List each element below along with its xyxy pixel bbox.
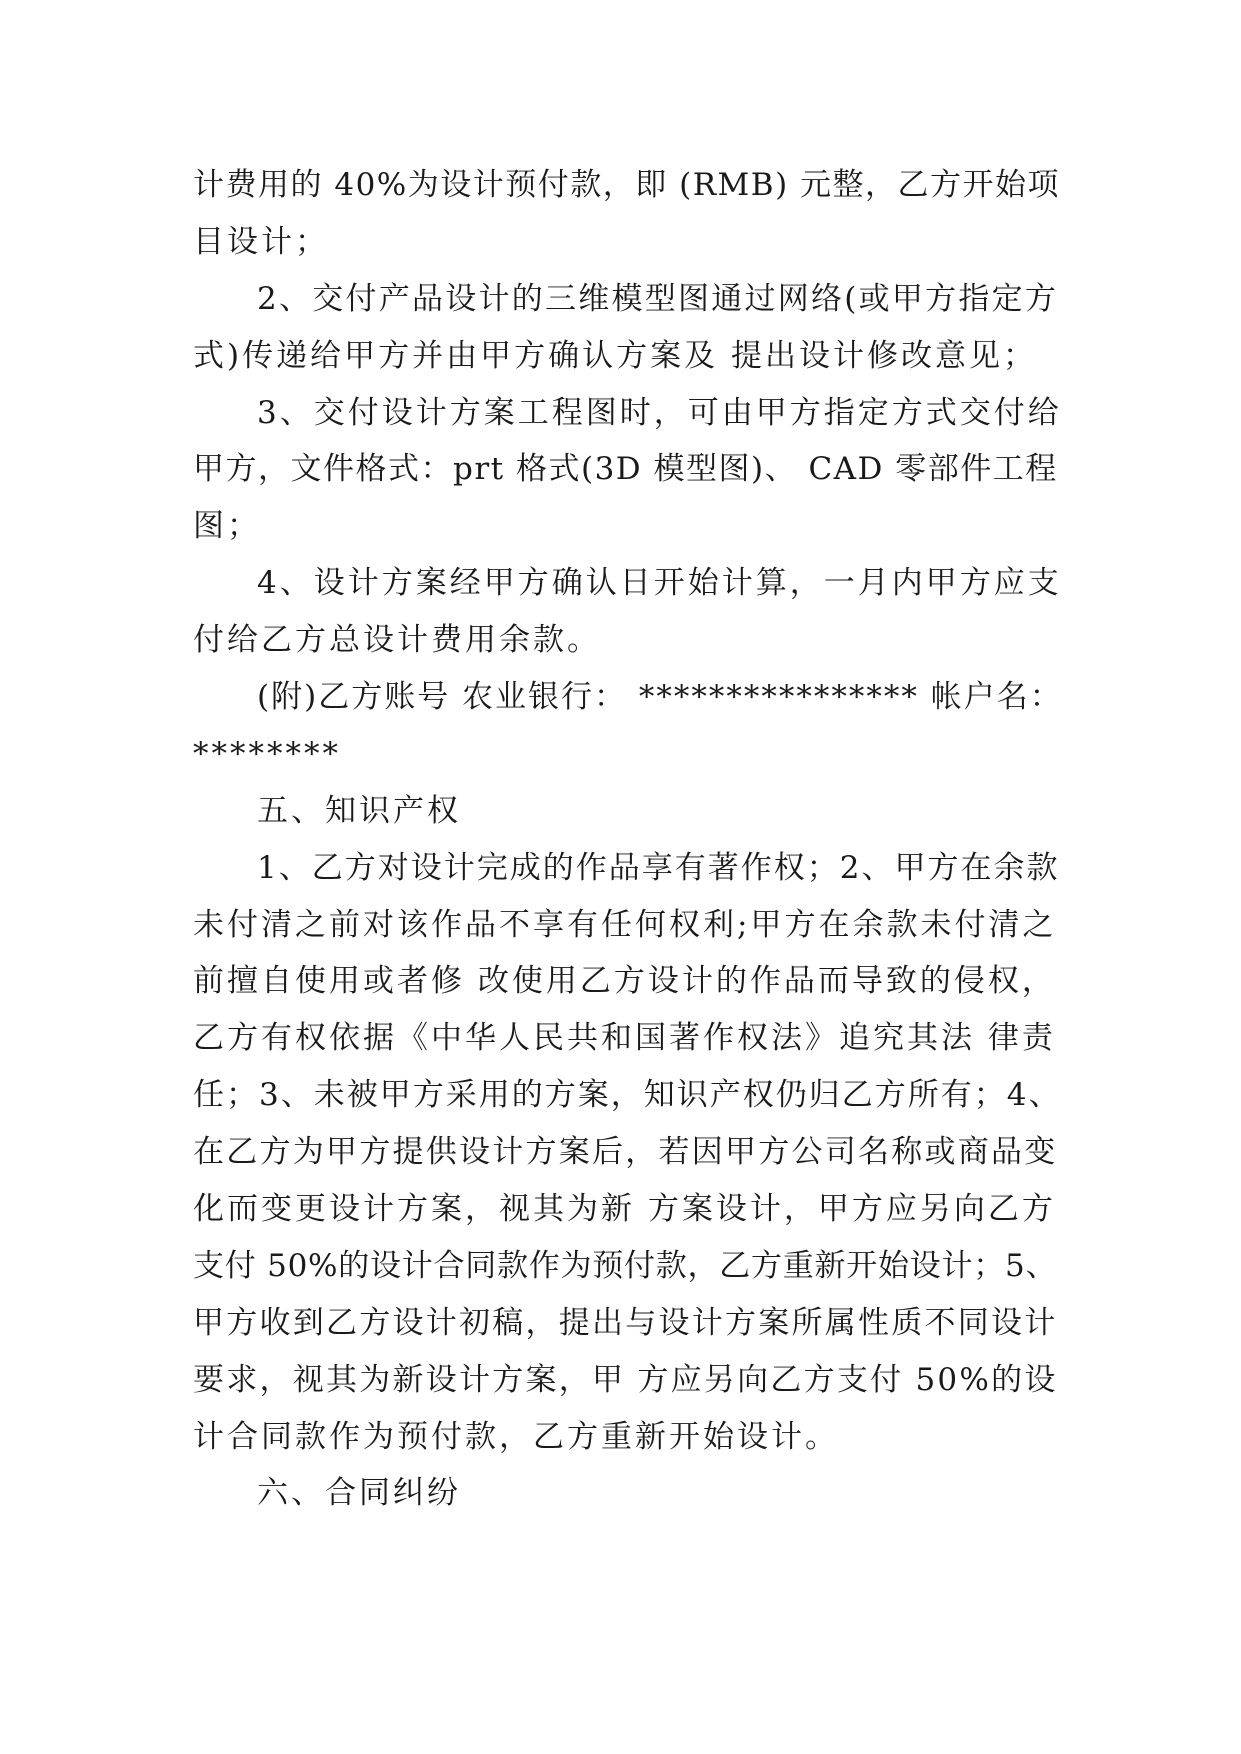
clause-4-line-1: 4、设计方案经甲方确认日开始计算，一月内甲方应支	[257, 565, 1062, 602]
ip-clause-line-3: 前擅自使用或者修 改使用乙方设计的作品而导致的侵权，	[193, 963, 1056, 1000]
clause-2-line-2: 式)传递给甲方并由甲方确认方案及 提出设计修改意见；	[193, 337, 1037, 374]
bank-account-line: (附)乙方账号 农业银行： **************** 帐户名：	[257, 679, 1063, 716]
section-heading-dispute: 六、合同纠纷	[257, 1475, 461, 1512]
ip-clause-line-5: 任；3、未被甲方采用的方案，知识产权仍归乙方所有；4、	[193, 1077, 1062, 1114]
ip-clause-line-7: 化而变更设计方案，视其为新 方案设计，甲方应另向乙方	[193, 1191, 1056, 1228]
ip-clause-line-1: 1、乙方对设计完成的作品享有著作权；2、甲方在余款	[257, 849, 1060, 886]
ip-clause-line-9: 甲方收到乙方设计初稿，提出与设计方案所属性质不同设计	[193, 1304, 1058, 1341]
ip-clause-line-6: 在乙方为甲方提供设计方案后，若因甲方公司名称或商品变	[193, 1134, 1058, 1171]
section-heading-ip: 五、知识产权	[257, 792, 461, 829]
ip-clause-line-10: 要求，视其为新设计方案，甲 方应另向乙方支付 50%的设	[193, 1361, 1058, 1398]
ip-clause-line-4: 乙方有权依据《中华人民共和国著作权法》追究其法 律责	[193, 1020, 1056, 1057]
body-line-2: 目设计；	[193, 223, 329, 260]
account-name-line: ********	[193, 735, 341, 772]
clause-3-line-2: 甲方，文件格式：prt 格式(3D 模型图)、 CAD 零部件工程	[193, 451, 1058, 488]
clause-2-line-1: 2、交付产品设计的三维模型图通过网络(或甲方指定方	[257, 280, 1059, 317]
document-body	[193, 157, 1063, 1522]
clause-3-line-3: 图；	[193, 508, 261, 545]
ip-clause-line-2: 未付清之前对该作品不享有任何权利;甲方在余款未付清之	[193, 906, 1057, 943]
ip-clause-line-11: 计合同款作为预付款，乙方重新开始设计。	[193, 1418, 839, 1455]
clause-4-line-2: 付给乙方总设计费用余款。	[193, 622, 601, 659]
clause-3-line-1: 3、交付设计方案工程图时，可由甲方指定方式交付给	[257, 394, 1062, 431]
ip-clause-line-8: 支付 50%的设计合同款作为预付款，乙方重新开始设计；5、	[193, 1247, 1058, 1284]
body-line-1: 计费用的 40%为设计预付款，即 (RMB) 元整，乙方开始项	[193, 167, 1061, 203]
